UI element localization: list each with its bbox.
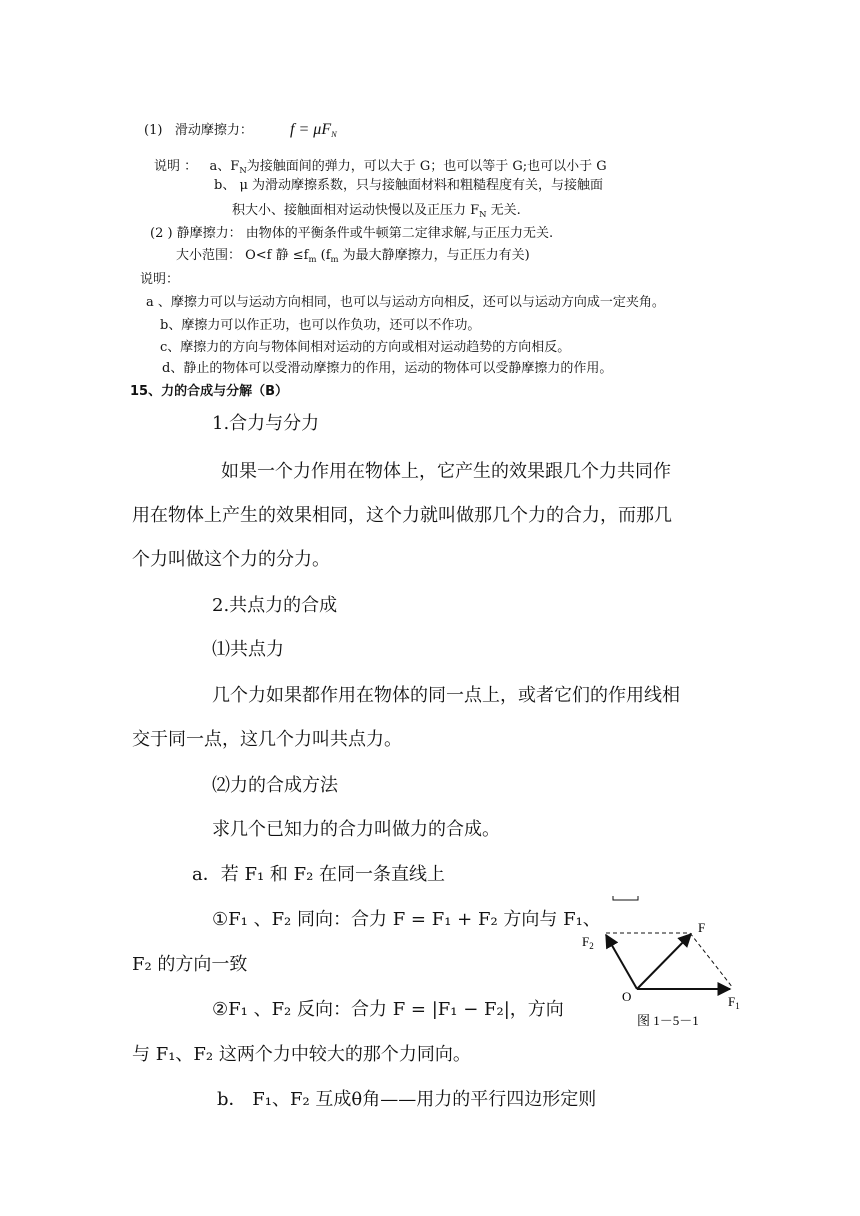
note-line-a (154, 155, 607, 175)
note-line-b-cont (232, 199, 521, 219)
paragraph-1-line-1: 如果一个力作用在物体上，它产生的效果跟几个力共同作 (221, 461, 671, 482)
paragraph-3: 求几个已知力的合力叫做力的合成。 (212, 819, 500, 840)
label-o: O (622, 989, 632, 1004)
subheading-1: 1.合力与分力 (212, 413, 320, 434)
note-a-rest: 为接触面间的弹力，可以大于 G；也可以等于 G;也可以小于 G (246, 159, 607, 174)
force-parallelogram-figure (570, 888, 760, 1038)
explanation-a: a 、摩擦力可以与运动方向相同，也可以与运动方向相反，还可以与运动方向成一定夹角。 (146, 295, 665, 310)
note-a-text: a、F (209, 159, 240, 174)
paragraph-1-line-2: 用在物体上产生的效果相同，这个力就叫做那几个力的合力，而那几 (132, 505, 672, 526)
figure-bracket-mark (613, 896, 638, 900)
note-prefix: 说明 ： (154, 159, 198, 174)
subheading-3: ⑴共点力 (212, 639, 284, 660)
static-friction-line: (2 ) 静摩擦力： 由物体的平衡条件或牛顿第二定律求解,与正压力无关. (150, 226, 554, 241)
note-line-b: b、 μ 为滑动摩擦系数，只与接触面材料和粗糙程度有关，与接触面 (214, 178, 604, 193)
subheading-2: 2.共点力的合成 (212, 595, 338, 616)
case-2-line-1: ②F₁ 、F₂ 反向：合力 F = |F₁ − F₂|，方向 (212, 999, 564, 1020)
case-1-line-2: F₂ 的方向一致 (132, 954, 248, 975)
label-f2: $F_2$ (582, 934, 594, 951)
item-number: (1) (144, 123, 163, 138)
paragraph-1-line-3: 个力叫做这个力的分力。 (132, 549, 330, 570)
case-b-line: b． F₁、F₂ 互成θ角——用力的平行四边形定则 (217, 1089, 597, 1110)
sliding-friction-formula: f = μF (290, 121, 332, 138)
range-a: 大小范围： O<f 静 ≤f (176, 248, 309, 263)
case-2-line-2: 与 F₁、F₂ 这两个力中较大的那个力同向。 (132, 1044, 471, 1065)
note-a-sub: N (239, 165, 247, 175)
sliding-friction-line (144, 119, 337, 139)
f2-vector-arrow (606, 935, 637, 989)
range-sub2: m (330, 254, 339, 264)
note-b-cont-rest: 无关. (486, 203, 521, 218)
note-b-cont-text: 积大小、接触面相对运动快慢以及正压力 F (232, 203, 480, 218)
subheading-4: ⑵力的合成方法 (212, 775, 338, 796)
label-f: F (698, 920, 706, 935)
section-heading: 15、力的合成与分解（B） (130, 384, 288, 399)
explanation-label: 说明： (140, 272, 180, 287)
item-title: 滑动摩擦力： (174, 123, 253, 138)
paragraph-2-line-2: 交于同一点，这几个力叫共点力。 (132, 729, 402, 750)
paragraph-2-line-1: 几个力如果都作用在物体的同一点上，或者它们的作用线相 (212, 685, 680, 706)
figure-caption: 图 1－5－1 (637, 1013, 699, 1028)
dashed-right-edge (690, 933, 733, 988)
static-friction-range (176, 244, 530, 264)
range-b: (f (316, 248, 331, 263)
formula-subscript: N (331, 129, 337, 139)
range-sub: m (308, 254, 317, 264)
range-c: 为最大静摩擦力，与正压力有关) (338, 248, 530, 263)
explanation-b: b、摩擦力可以作正功，也可以作负功，还可以不作功。 (160, 318, 481, 333)
case-a-line: a．若 F₁ 和 F₂ 在同一条直线上 (192, 864, 446, 885)
case-1-line-1: ①F₁ 、F₂ 同向：合力 F = F₁ + F₂ 方向与 F₁、 (212, 909, 601, 930)
explanation-d: d、静止的物体可以受滑动摩擦力的作用，运动的物体可以受静摩擦力的作用。 (162, 361, 613, 376)
explanation-c: c、摩擦力的方向与物体间相对运动的方向或相对运动趋势的方向相反。 (160, 340, 571, 355)
resultant-vector-arrow (637, 934, 691, 989)
label-f1: $F_1$ (728, 994, 740, 1011)
note-b-cont-sub: N (479, 209, 487, 219)
